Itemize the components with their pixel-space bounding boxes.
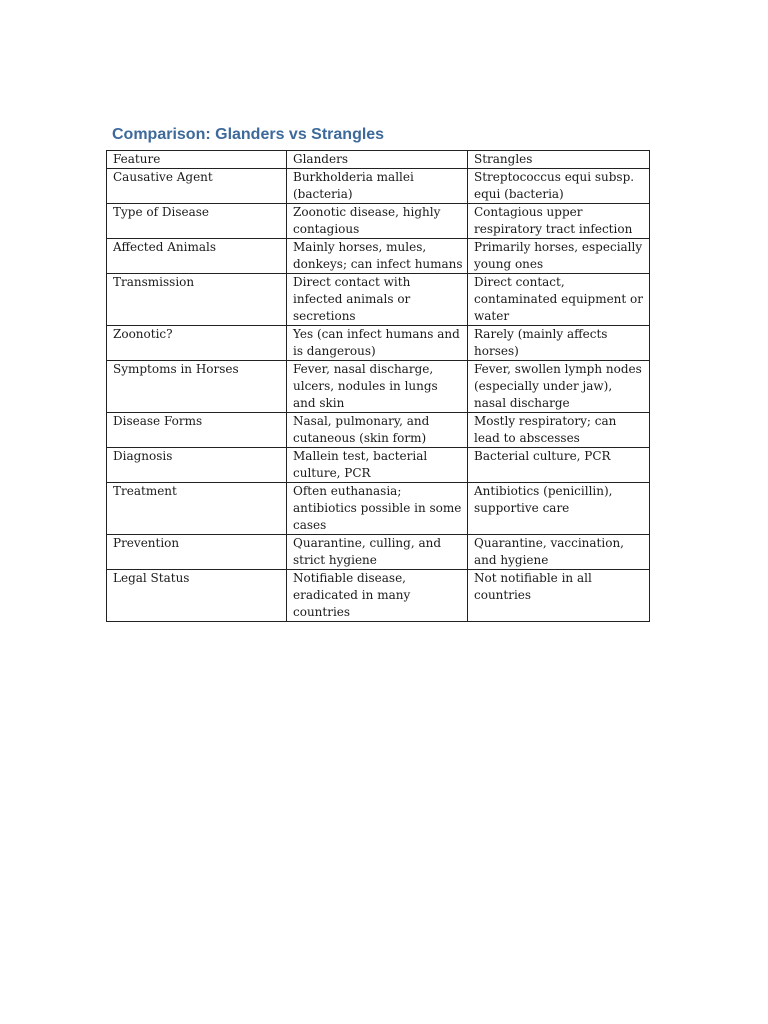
- glanders-cell: Zoonotic disease, highly contagious: [287, 204, 468, 239]
- feature-cell: Transmission: [107, 274, 287, 326]
- table-row: [107, 413, 650, 448]
- comparison-table: [106, 150, 650, 622]
- table-header-row: [107, 151, 650, 169]
- glanders-cell: Quarantine, culling, and strict hygiene: [287, 535, 468, 570]
- glanders-cell: Yes (can infect humans and is dangerous): [287, 326, 468, 361]
- table-row: [107, 274, 650, 326]
- feature-cell: Treatment: [107, 483, 287, 535]
- table-row: [107, 570, 650, 622]
- feature-cell: Affected Animals: [107, 239, 287, 274]
- strangles-cell: Mostly respiratory; can lead to abscesses: [468, 413, 650, 448]
- strangles-cell: Not notifiable in all countries: [468, 570, 650, 622]
- strangles-cell: Bacterial culture, PCR: [468, 448, 650, 483]
- strangles-cell: Contagious upper respiratory tract infection: [468, 204, 650, 239]
- strangles-cell: Quarantine, vaccination, and hygiene: [468, 535, 650, 570]
- feature-cell: Type of Disease: [107, 204, 287, 239]
- table-row: [107, 204, 650, 239]
- feature-cell: Zoonotic?: [107, 326, 287, 361]
- glanders-cell: Direct contact with infected animals or secretions: [287, 274, 468, 326]
- glanders-cell: Notifiable disease, eradicated in many countries: [287, 570, 468, 622]
- table-row: [107, 483, 650, 535]
- strangles-cell: Fever, swollen lymph nodes (especially under jaw), nasal discharge: [468, 361, 650, 413]
- strangles-cell: Streptococcus equi subsp. equi (bacteria): [468, 169, 650, 204]
- feature-cell: Legal Status: [107, 570, 287, 622]
- feature-cell: Diagnosis: [107, 448, 287, 483]
- strangles-cell: Rarely (mainly affects horses): [468, 326, 650, 361]
- table-row: [107, 448, 650, 483]
- header-cell-glanders: Glanders: [287, 151, 468, 169]
- header-cell-strangles: Strangles: [468, 151, 650, 169]
- table-row: [107, 326, 650, 361]
- glanders-cell: Fever, nasal discharge, ulcers, nodules in lungs and skin: [287, 361, 468, 413]
- feature-cell: Causative Agent: [107, 169, 287, 204]
- table-row: [107, 361, 650, 413]
- strangles-cell: Antibiotics (penicillin), supportive care: [468, 483, 650, 535]
- table-row: [107, 239, 650, 274]
- table-row: [107, 169, 650, 204]
- glanders-cell: Often euthanasia; antibiotics possible in some cases: [287, 483, 468, 535]
- glanders-cell: Mainly horses, mules, donkeys; can infect humans: [287, 239, 468, 274]
- table-row: [107, 535, 650, 570]
- glanders-cell: Mallein test, bacterial culture, PCR: [287, 448, 468, 483]
- feature-cell: Disease Forms: [107, 413, 287, 448]
- strangles-cell: Primarily horses, especially young ones: [468, 239, 650, 274]
- strangles-cell: Direct contact, contaminated equipment or water: [468, 274, 650, 326]
- glanders-cell: Nasal, pulmonary, and cutaneous (skin form): [287, 413, 468, 448]
- feature-cell: Symptoms in Horses: [107, 361, 287, 413]
- feature-cell: Prevention: [107, 535, 287, 570]
- header-cell-feature: Feature: [107, 151, 287, 169]
- glanders-cell: Burkholderia mallei (bacteria): [287, 169, 468, 204]
- document-title: Comparison: Glanders vs Strangles: [112, 126, 385, 143]
